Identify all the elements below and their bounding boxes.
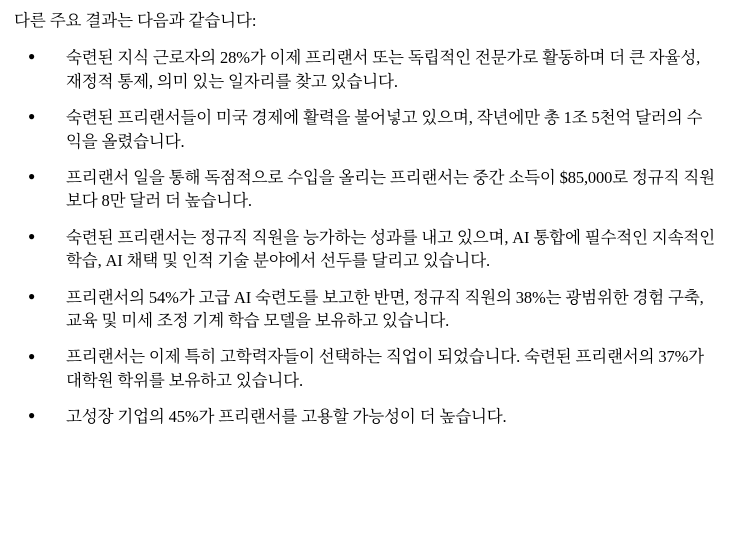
bullet-icon: ●	[28, 109, 36, 124]
list-item-text: 숙련된 프리랜서는 정규직 직원을 능가하는 성과를 내고 있으며, AI 통합에 필수적인 지속적인 학습, AI 채택 및 인적 기술 분야에서 선두를 달리고 있습니다.	[66, 227, 716, 271]
list-item-text: 숙련된 프리랜서들이 미국 경제에 활력을 불어넣고 있으며, 작년에만 총 1조 5천억 달러의 수익을 올렸습니다.	[66, 108, 703, 151]
list-item	[14, 345, 716, 392]
list-item-text: 프리랜서의 54%가 고급 AI 숙련도를 보고한 반면, 정규직 직원의 38%는 광범위한 경험 구축, 교육 및 미세 조정 기계 학습 모델을 보유하고 있습니다.	[66, 287, 704, 331]
bullet-icon: ●	[28, 408, 36, 423]
bullet-icon: ●	[28, 228, 36, 243]
list-item	[14, 46, 716, 93]
bullet-icon: ●	[28, 49, 36, 64]
list-item	[14, 226, 716, 273]
list-item	[14, 286, 716, 333]
intro-paragraph: 다른 주요 결과는 다음과 같습니다:	[14, 11, 257, 30]
list-item-text: 숙련된 지식 근로자의 28%가 이제 프리랜서 또는 독립적인 전문가로 활동하며 더 큰 자율성, 재정적 통제, 의미 있는 일자리를 찾고 있습니다.	[66, 48, 701, 91]
bullet-icon: ●	[28, 348, 36, 363]
list-item-text: 프리랜서 일을 통해 독점적으로 수입을 올리는 프리랜서는 중간 소득이 $85,000로 정규직 직원보다 8만 달러 더 높습니다.	[66, 167, 715, 211]
list-item	[14, 106, 716, 153]
list-item	[14, 405, 716, 428]
list-item-text: 프리랜서는 이제 특히 고학력자들이 선택하는 직업이 되었습니다. 숙련된 프리랜서의 37%가 대학원 학위를 보유하고 있습니다.	[66, 347, 704, 390]
list-item	[14, 166, 716, 213]
bullet-icon: ●	[28, 288, 36, 303]
bullet-icon: ●	[28, 169, 36, 184]
list-item-text: 고성장 기업의 45%가 프리랜서를 고용할 가능성이 더 높습니다.	[66, 407, 507, 427]
findings-list	[14, 46, 716, 428]
